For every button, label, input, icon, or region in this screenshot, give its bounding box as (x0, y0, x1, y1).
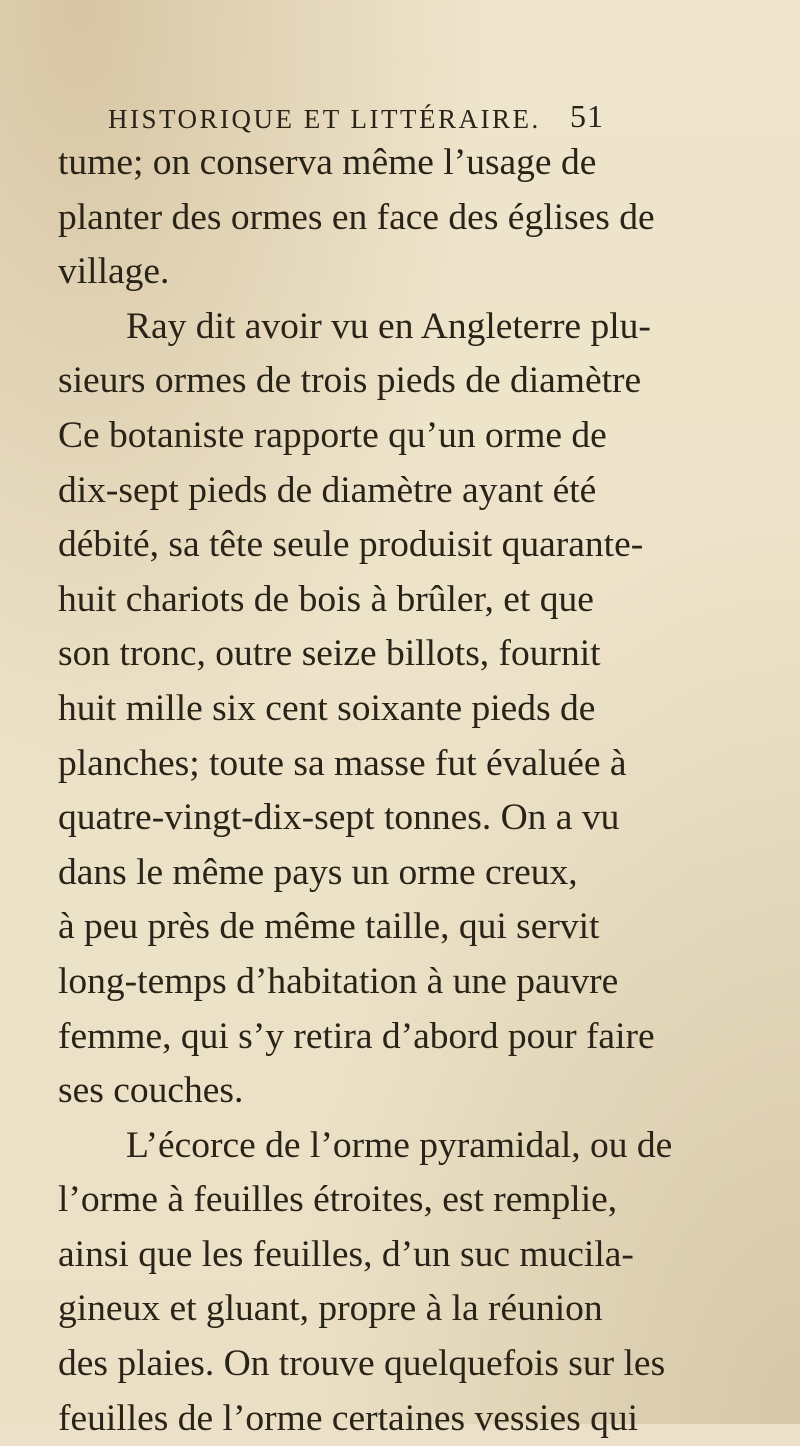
text-line: sieurs ormes de trois pieds de diamètre (58, 360, 642, 402)
text-line: débité, sa tête seule produisit quarante- (58, 524, 644, 566)
paragraph-start-line: L’écorce de l’orme pyramidal, ou de (126, 1124, 673, 1166)
body-text (58, 136, 686, 1446)
text-line: tume; on conserva même l’usage de (58, 142, 597, 183)
page-number: 51 (570, 98, 604, 134)
text-line: l’orme à feuilles étroites, est remplie, (58, 1179, 618, 1221)
text-line: huit mille six cent soixante pieds de (58, 687, 596, 729)
text-line: quatre-vingt-dix-sept tonnes. On a vu (58, 797, 620, 839)
text-line: à peu près de même taille, qui servit (58, 906, 600, 948)
text-line: ainsi que les feuilles, d’un suc mucila- (58, 1233, 634, 1275)
running-head (108, 104, 628, 135)
paragraph-start-line: Ray dit avoir vu en Angleterre plu- (126, 305, 651, 347)
running-head-title: HISTORIQUE ET LITTÉRAIRE. (108, 104, 541, 134)
text-line: dans le même pays un orme creux, (58, 851, 578, 893)
text-line: long-temps d’habitation à une pauvre (58, 960, 619, 1002)
text-line: dix-sept pieds de diamètre ayant été (58, 469, 597, 511)
text-line: son tronc, outre seize billots, fournit (58, 633, 601, 675)
text-line: femme, qui s’y retira d’abord pour faire (58, 1015, 655, 1057)
text-line: des plaies. On trouve quelquefois sur les (58, 1343, 666, 1385)
text-line: Ce botaniste rapporte qu’un orme de (58, 414, 607, 456)
text-line: planches; toute sa masse fut évaluée à (58, 742, 627, 784)
text-line: gineux et gluant, propre à la réunion (58, 1288, 603, 1330)
text-line: village. (58, 251, 170, 293)
text-line: huit chariots de bois à brûler, et que (58, 578, 594, 620)
text-line: ses couches. (58, 1070, 244, 1112)
text-line: feuilles de l’orme certaines vessies qui (58, 1397, 639, 1439)
text-line: planter des ormes en face des églises de (58, 196, 655, 238)
